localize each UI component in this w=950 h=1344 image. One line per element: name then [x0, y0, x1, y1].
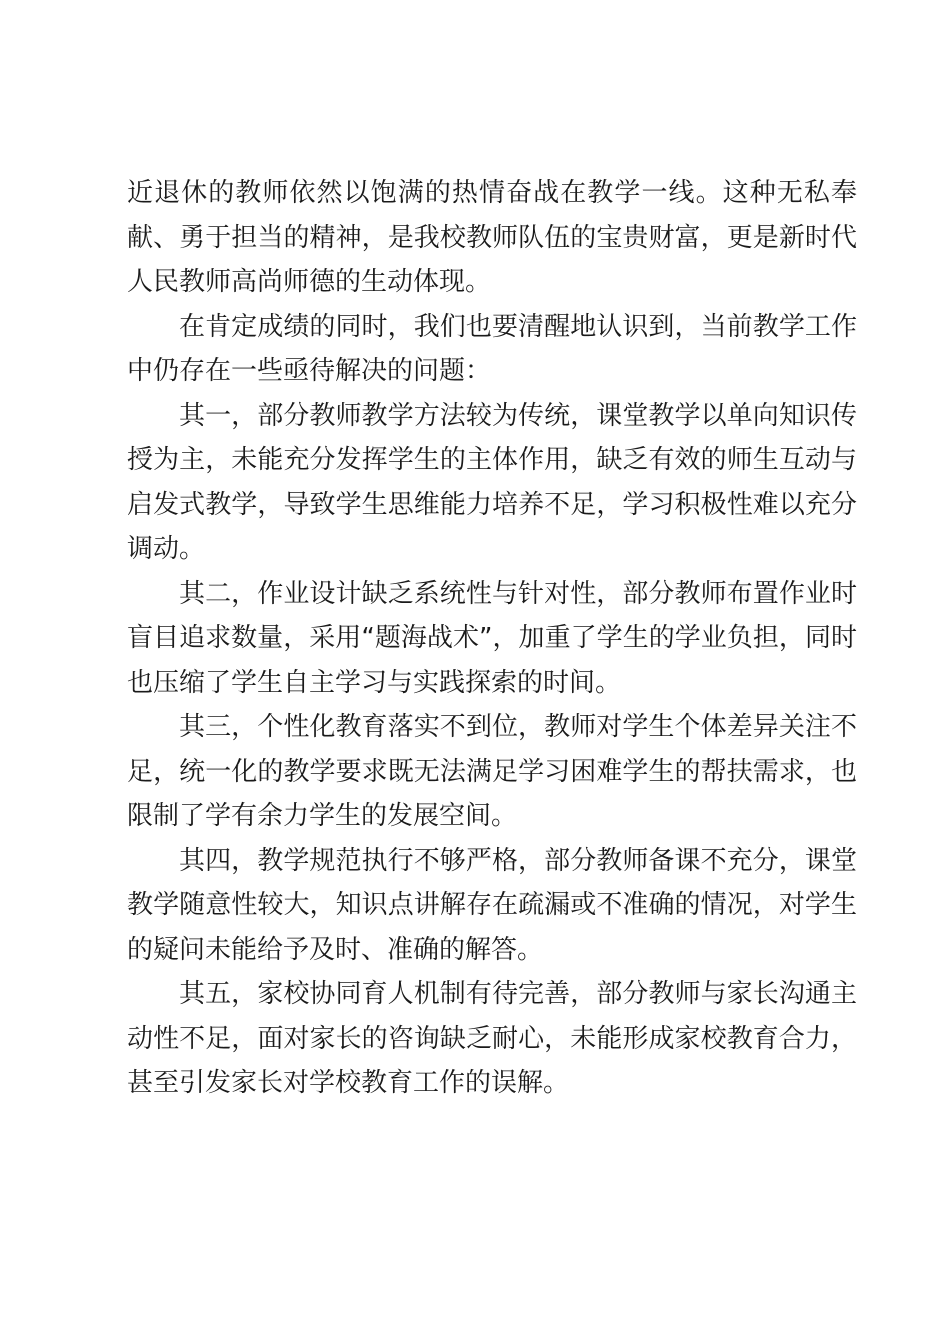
paragraph-problem-4: 其四，教学规范执行不够严格，部分教师备课不充分，课堂教学随意性较大，知识点讲解存在疏漏或不准确的情况，对学生的疑问未能给予及时、准确的解答。 — [127, 845, 857, 965]
paragraph-intro-problems: 在肯定成绩的同时，我们也要清醒地认识到，当前教学工作中仍存在一些亟待解决的问题： — [127, 311, 857, 386]
paragraph-problem-3: 其三，个性化教育落实不到位，教师对学生个体差异关注不足，统一化的教学要求既无法满足学习困难学生的帮扶需求，也限制了学有余力学生的发展空间。 — [127, 712, 857, 831]
paragraph-problem-1: 其一，部分教师教学方法较为传统，课堂教学以单向知识传授为主，未能充分发挥学生的主体作用，缺乏有效的师生互动与启发式教学，导致学生思维能力培养不足，学习积极性难以充分调动。 — [127, 400, 857, 564]
document-body — [127, 171, 857, 1106]
paragraph-problem-2: 其二，作业设计缺乏系统性与针对性，部分教师布置作业时盲目追求数量，采用“题海战术”，加重了学生的学业负担，同时也压缩了学生自主学习与实践探索的时间。 — [127, 578, 857, 698]
paragraph-problem-5: 其五，家校协同育人机制有待完善，部分教师与家长沟通主动性不足，面对家长的咨询缺乏耐心，未能形成家校教育合力，甚至引发家长对学校教育工作的误解。 — [127, 979, 857, 1098]
paragraph-continuation: 近退休的教师依然以饱满的热情奋战在教学一线。这种无私奉献、勇于担当的精神，是我校教师队伍的宝贵财富，更是新时代人民教师高尚师德的生动体现。 — [127, 178, 857, 297]
